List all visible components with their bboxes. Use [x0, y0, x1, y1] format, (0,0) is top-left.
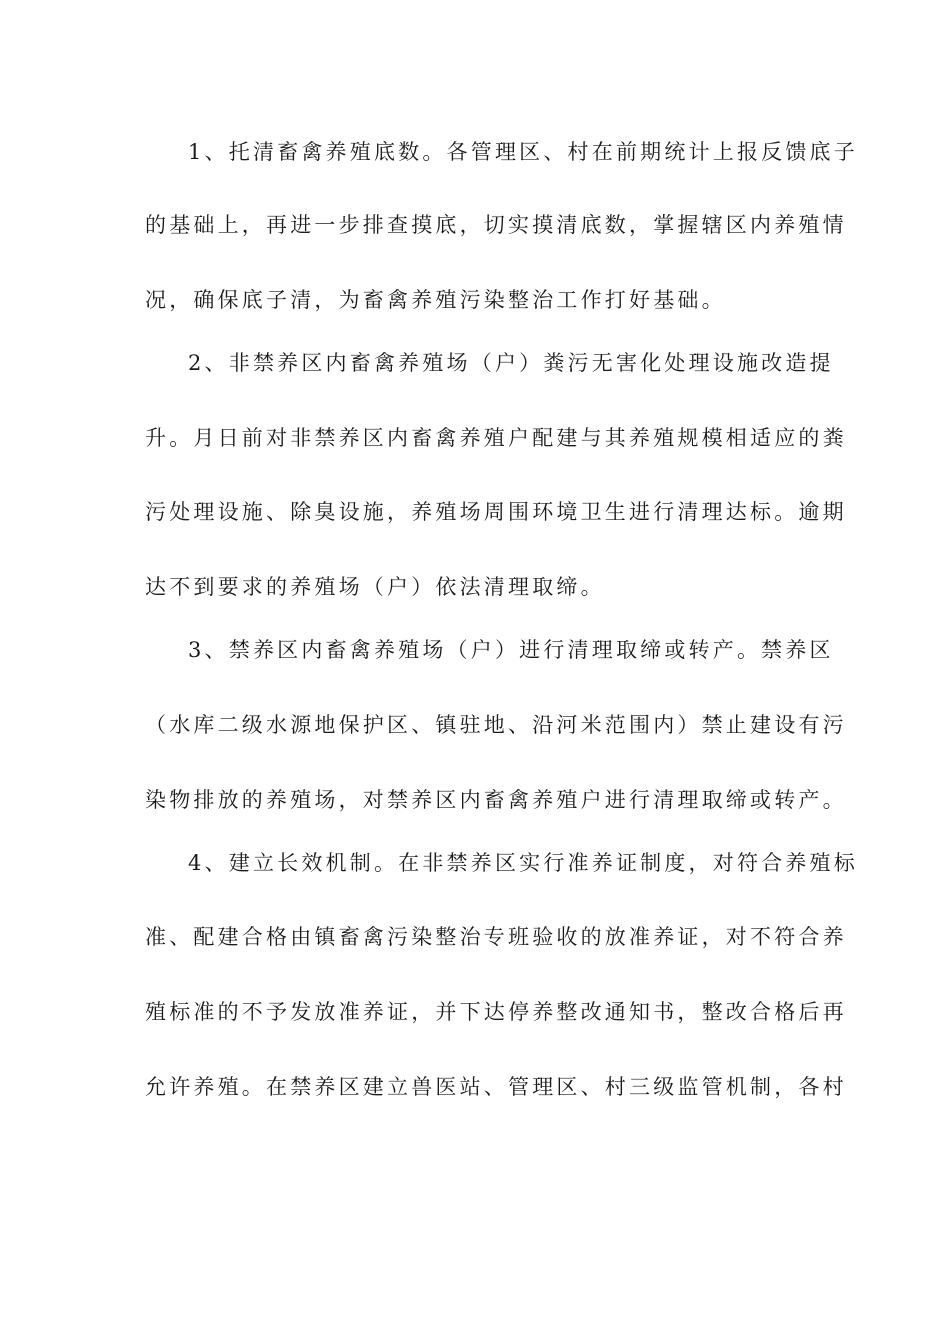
paragraph-2-line-2: 升。月日前对非禁养区内畜禽养殖户配建与其养殖规模相适应的粪 — [145, 426, 847, 450]
paragraph-4-line-4: 允许养殖。在禁养区建立兽医站、管理区、村三级监管机制，各村 — [145, 1075, 847, 1099]
paragraph-1-line-3: 况，确保底子清，为畜禽养殖污染整治工作打好基础。 — [145, 288, 726, 312]
paragraph-3-line-3: 染物排放的养殖场，对禁养区内畜禽养殖户进行清理取缔或转产。 — [145, 788, 847, 812]
paragraph-2-line-1: 2、非禁养区内畜禽养殖场（户）粪污无害化处理设施改造提 — [188, 351, 834, 375]
paragraph-3-line-1: 3、禁养区内畜禽养殖场（户）进行清理取缔或转产。禁养区 — [188, 638, 834, 662]
paragraph-1-line-1: 1、托清畜禽养殖底数。各管理区、村在前期统计上报反馈底子 — [188, 140, 858, 164]
paragraph-1-line-2: 的基础上，再进一步排查摸底，切实摸清底数，掌握辖区内养殖情 — [145, 213, 847, 237]
paragraph-4-line-2: 准、配建合格由镇畜禽污染整治专班验收的放准养证，对不符合养 — [145, 925, 847, 949]
paragraph-4-line-1: 4、建立长效机制。在非禁养区实行准养证制度，对符合养殖标 — [188, 851, 858, 875]
paragraph-4-line-3: 殖标准的不予发放准养证，并下达停养整改通知书，整改合格后再 — [145, 1000, 847, 1024]
paragraph-2-line-4: 达不到要求的养殖场（户）依法清理取缔。 — [145, 575, 605, 599]
paragraph-2-line-3: 污处理设施、除臭设施，养殖场周围环境卫生进行清理达标。逾期 — [145, 500, 847, 524]
paragraph-3-line-2: （水库二级水源地保护区、镇驻地、沿河米范围内）禁止建设有污 — [145, 713, 847, 737]
